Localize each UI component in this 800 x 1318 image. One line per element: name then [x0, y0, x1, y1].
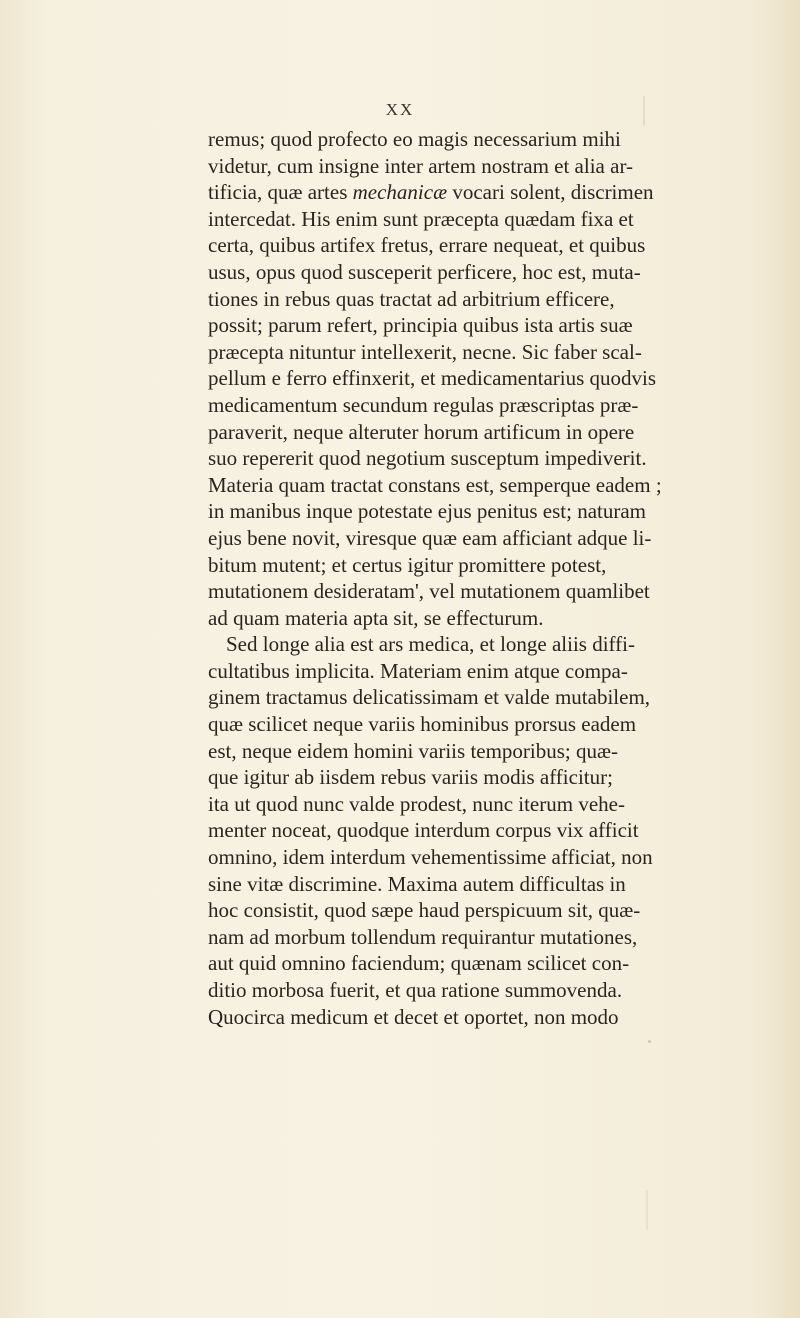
text-line: [208, 897, 641, 924]
text-segment: certa, quibus artifex fretus, errare nequeat, et quibus: [208, 233, 646, 258]
text-segment: videtur, cum insigne inter artem nostram et alia ar-: [208, 153, 634, 178]
text-segment: ditio morbosa fuerit, et qua ratione summovenda.: [208, 978, 623, 1002]
text-segment: medicamentum secundum regulas præscriptas præ-: [208, 392, 639, 417]
text-segment: ginem tractamus delicatissimam et valde mutabilem,: [208, 685, 651, 710]
text-segment: in manibus inque potestate ejus penitus est; naturam: [208, 499, 646, 524]
text-segment: Materia quam tractat constans est, semperque eadem ;: [208, 472, 662, 497]
text-segment: possit; parum refert, principia quibus ista artis suæ: [208, 313, 633, 338]
text-line: [208, 286, 615, 313]
text-segment: pellum e ferro effinxerit, et medicamentarius quodvis: [208, 366, 657, 391]
paper-speck: [643, 96, 645, 126]
text-line: [208, 206, 634, 233]
text-line: [208, 312, 633, 339]
text-segment: præcepta nituntur intellexerit, necne. Sic faber scal-: [208, 339, 642, 364]
text-line: [208, 738, 619, 765]
text-segment: sine vitæ discrimine. Maxima autem difficultas in: [208, 871, 626, 896]
text-segment: omnino, idem interdum vehementissime afficiat, non: [208, 845, 653, 870]
italic-term: mechanicæ: [352, 180, 448, 205]
text-segment: quæ scilicet neque variis hominibus prorsus eadem: [208, 712, 637, 737]
text-line: [208, 419, 635, 446]
text-line: [208, 126, 621, 153]
paper-speck: [646, 1190, 648, 1230]
text-segment: hoc consistit, quod sæpe haud perspicuum sit, quæ-: [208, 898, 641, 923]
text-segment: Quocirca medicum et decet et oportet, non modo: [208, 1004, 619, 1029]
text-segment: vocari solent, discrimen: [447, 180, 654, 205]
text-line: [208, 684, 651, 711]
text-line: [208, 605, 600, 632]
text-segment: remus; quod profecto eo magis necessarium mihi: [208, 127, 621, 151]
text-line: [208, 817, 639, 844]
text-line: [208, 844, 653, 871]
text-line: [208, 153, 634, 180]
text-segment: suo repererit quod negotium susceptum impediverit.: [208, 446, 647, 471]
text-line: [208, 578, 650, 605]
text-segment: que igitur ab iisdem rebus variis modis afficitur;: [208, 765, 613, 790]
text-line: [208, 498, 646, 525]
text-line: [208, 791, 625, 818]
text-line: [208, 711, 637, 738]
text-line: [208, 871, 626, 898]
text-line: [208, 179, 654, 206]
text-line: [208, 392, 639, 419]
text-line: [208, 472, 662, 499]
text-line: [208, 552, 607, 579]
text-segment: nam ad morbum tollendum requirantur mutationes,: [208, 924, 638, 949]
text-segment: paraverit, neque alteruter horum artificum in opere: [208, 419, 635, 444]
text-line: [208, 339, 642, 366]
text-segment: menter noceat, quodque interdum corpus vix afficit: [208, 818, 639, 843]
text-segment: mutationem desideratam', vel mutationem quamlibet: [208, 579, 650, 604]
text-segment: usus, opus quod susceperit perficere, hoc est, muta-: [208, 259, 641, 284]
text-segment: tiones in rebus quas tractat ad arbitrium efficere,: [208, 286, 615, 311]
text-line: [208, 950, 630, 977]
text-segment: ad quam materia apta sit, se effecturum.: [208, 605, 544, 630]
text-segment: ejus bene novit, viresque quæ eam afficiant adque li-: [208, 525, 652, 550]
text-segment: tificia, quæ artes: [208, 180, 353, 205]
text-line: [208, 365, 657, 392]
text-line: [208, 977, 623, 1004]
text-line: [208, 445, 647, 472]
text-line: [208, 259, 641, 286]
text-line: [208, 764, 613, 791]
body-text: [208, 126, 662, 1030]
text-line: [208, 232, 646, 259]
text-line: [208, 1004, 619, 1031]
text-line: [208, 658, 628, 685]
text-segment: intercedat. His enim sunt præcepta quædam fixa et: [208, 206, 634, 231]
text-segment: est, neque eidem homini variis temporibus; quæ-: [208, 738, 619, 763]
text-line: [208, 525, 652, 552]
text-segment: cultatibus implicita. Materiam enim atque compa-: [208, 658, 628, 683]
text-segment: ita ut quod nunc valde prodest, nunc iterum vehe-: [208, 791, 625, 816]
text-line: [208, 924, 638, 951]
text-segment: Sed longe alia est ars medica, et longe aliis diffi-: [226, 632, 635, 657]
text-segment: bitum mutent; et certus igitur promittere potest,: [208, 552, 607, 577]
text-line: [208, 631, 635, 658]
paper-speck: [648, 1040, 651, 1043]
text-segment: aut quid omnino faciendum; quænam scilicet con-: [208, 951, 630, 976]
page-number: XX: [385, 100, 415, 119]
